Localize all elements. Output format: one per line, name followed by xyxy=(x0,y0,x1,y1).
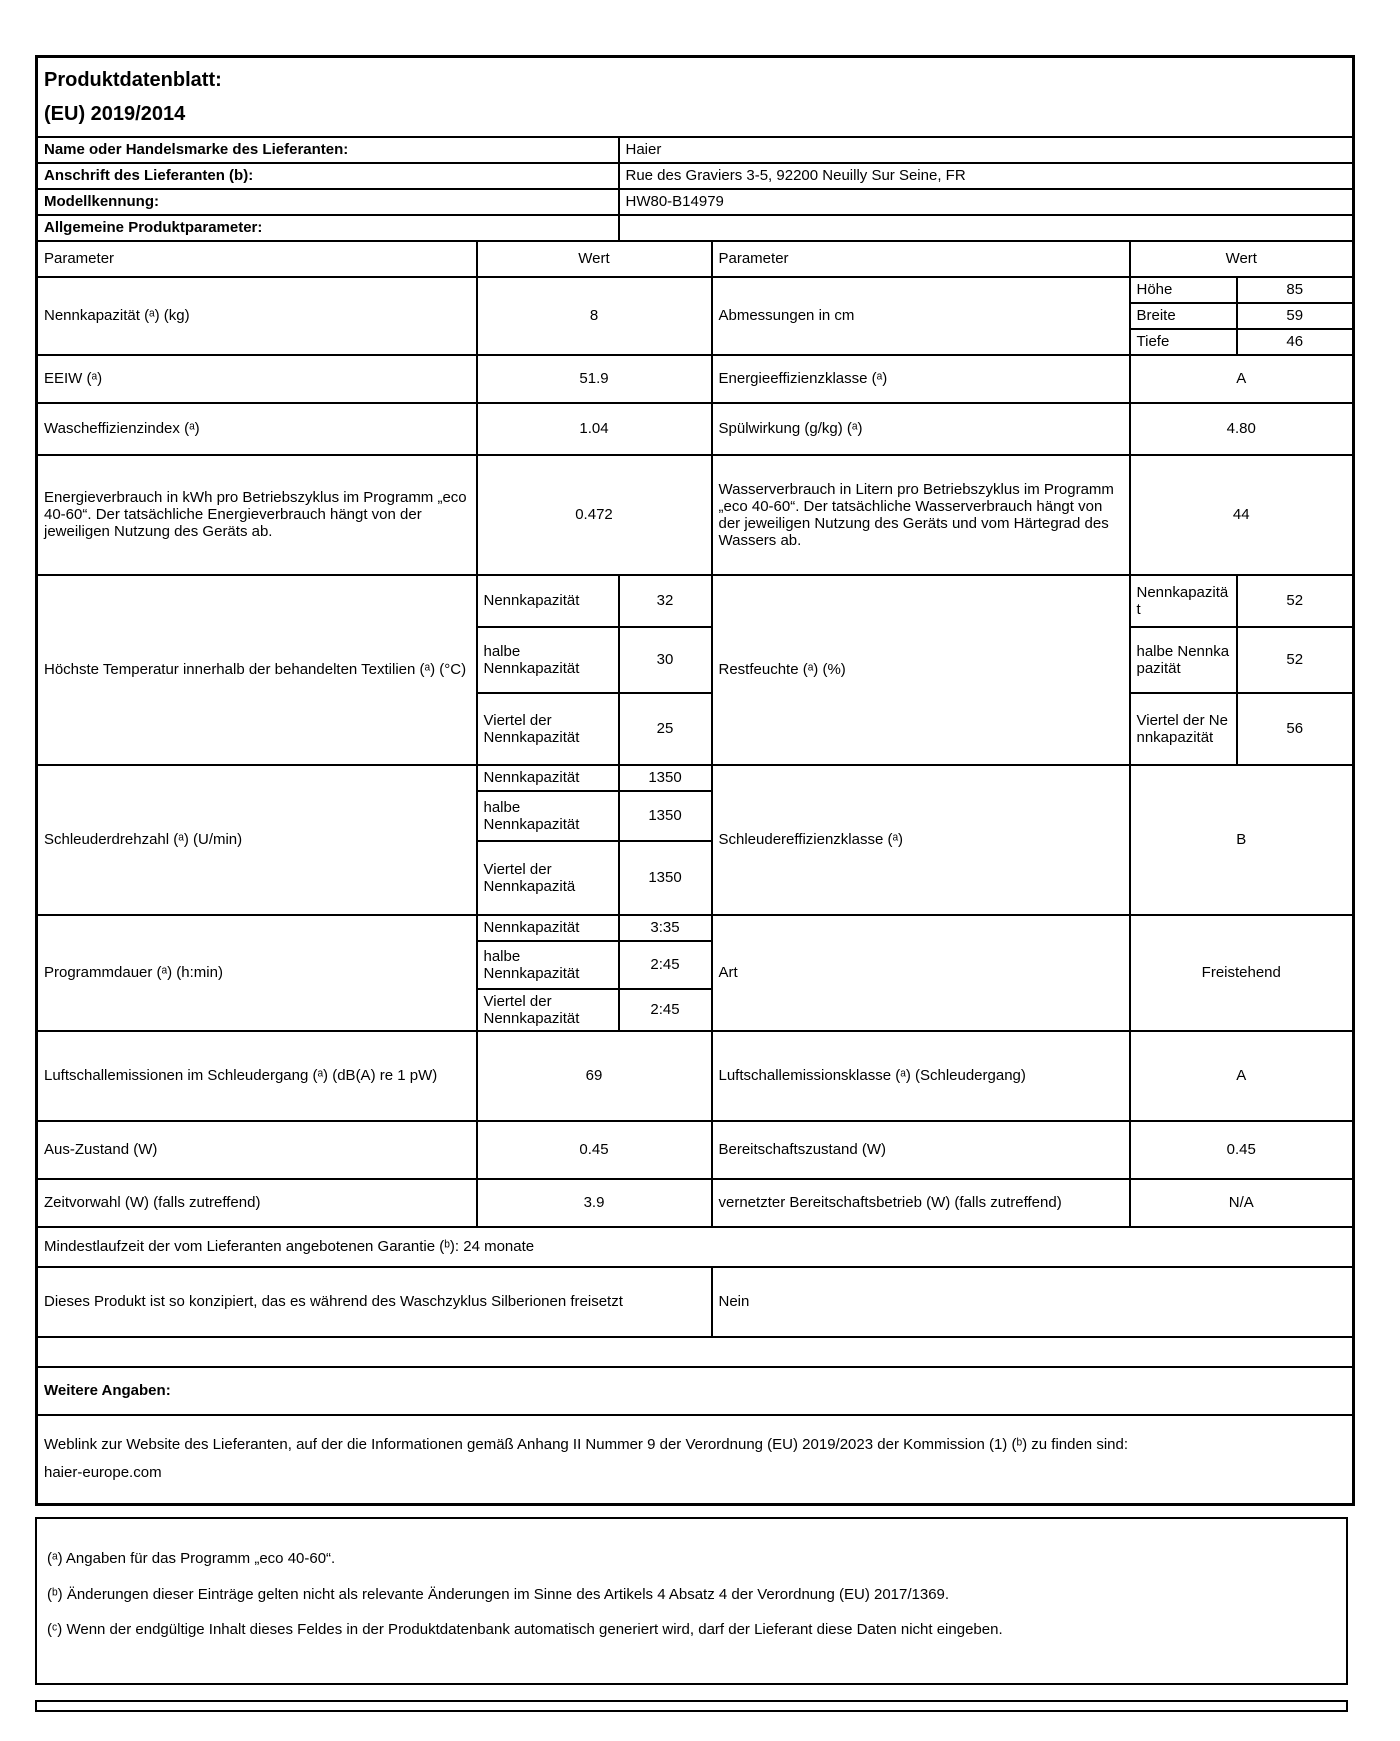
table-row xyxy=(37,1415,1354,1505)
more-info-header: Weitere Angaben: xyxy=(37,1367,1354,1415)
temp-sub-value-viertel: 25 xyxy=(619,693,712,765)
weblink-text: Weblink zur Website des Lieferanten, auf der die Informationen gemäß Anhang II Nummer 9 der Verordnung (EU) 2019/2023 der Kommission (1) (ᵇ) zu finden sind: xyxy=(44,1435,1129,1453)
table-row xyxy=(37,575,1354,627)
param-label-art: Art xyxy=(712,915,1130,1031)
table-row xyxy=(37,1367,1354,1415)
param-label-aus-zustand: Aus-Zustand (W) xyxy=(37,1121,477,1179)
moisture-sub-label-nennkapazitaet: Nennkapazität xyxy=(1130,575,1237,627)
temp-sub-label-halbe: halbe Nennkapazität xyxy=(477,627,619,693)
dimension-value-tiefe: 46 xyxy=(1237,329,1354,355)
bottom-empty-row xyxy=(35,1700,1348,1712)
table-row xyxy=(37,277,1354,303)
silver-ions-value: Nein xyxy=(712,1267,1354,1337)
silver-ions-label: Dieses Produkt ist so konzipiert, das es während des Waschzyklus Silberionen freisetzt xyxy=(37,1267,712,1337)
param-label-spuelwirkung: Spülwirkung (g/kg) (ᵃ) xyxy=(712,403,1130,455)
param-label-programmdauer: Programmdauer (ᵃ) (h:min) xyxy=(37,915,477,1031)
param-value-wascheffizienzindex: 1.04 xyxy=(477,403,712,455)
duration-sub-value-halbe: 2:45 xyxy=(619,941,712,989)
duration-sub-label-nennkapazitaet: Nennkapazität xyxy=(477,915,619,941)
moisture-sub-value-viertel: 56 xyxy=(1237,693,1354,765)
supplier-address-label: Anschrift des Lieferanten (b): xyxy=(37,163,619,189)
table-row xyxy=(37,915,1354,941)
param-value-schleudereffizienzklasse: B xyxy=(1130,765,1354,915)
dimension-label-breite: Breite xyxy=(1130,303,1237,329)
spin-sub-value-nennkapazitaet: 1350 xyxy=(619,765,712,791)
supplier-address-value: Rue des Graviers 3-5, 92200 Neuilly Sur Seine, FR xyxy=(619,163,1354,189)
duration-sub-label-viertel: Viertel der Nennkapazität xyxy=(477,989,619,1031)
moisture-sub-value-nennkapazitaet: 52 xyxy=(1237,575,1354,627)
param-value-vernetzter-bereitschaftsbetrieb: N/A xyxy=(1130,1179,1354,1227)
spin-sub-label-viertel: Viertel der Nennkapazitä xyxy=(477,841,619,915)
table-row xyxy=(37,189,1354,215)
spin-sub-value-halbe: 1350 xyxy=(619,791,712,841)
model-id-label: Modellkennung: xyxy=(37,189,619,215)
product-data-table xyxy=(35,55,1355,1506)
table-row xyxy=(37,765,1354,791)
column-header-parameter-left: Parameter xyxy=(37,241,477,277)
duration-sub-value-nennkapazitaet: 3:35 xyxy=(619,915,712,941)
spin-sub-label-halbe: halbe Nennkapazität xyxy=(477,791,619,841)
supplier-name-value: Haier xyxy=(619,137,1354,163)
moisture-sub-label-halbe: halbe Nennkapazität xyxy=(1130,627,1237,693)
dimension-value-hoehe: 85 xyxy=(1237,277,1354,303)
dimension-label-hoehe: Höhe xyxy=(1130,277,1237,303)
param-label-wasserverbrauch: Wasserverbrauch in Litern pro Betriebszyklus im Programm „eco 40-60“. Der tatsächliche Wasserverbrauch hängt von der jeweiligen Nutzung des Geräts und vom Härtegrad des Wassers ab. xyxy=(712,455,1130,575)
param-label-energieeffizienzklasse: Energieeffizienzklasse (ᵃ) xyxy=(712,355,1130,403)
param-label-vernetzter-bereitschaftsbetrieb: vernetzter Bereitschaftsbetrieb (W) (falls zutreffend) xyxy=(712,1179,1130,1227)
table-row xyxy=(37,57,1354,137)
table-row xyxy=(37,137,1354,163)
param-value-luftschallemissionsklasse: A xyxy=(1130,1031,1354,1121)
param-label-schleudereffizienzklasse: Schleudereffizienzklasse (ᵃ) xyxy=(712,765,1130,915)
param-label-bereitschaftszustand: Bereitschaftszustand (W) xyxy=(712,1121,1130,1179)
param-label-schleuderdrehzahl: Schleuderdrehzahl (ᵃ) (U/min) xyxy=(37,765,477,915)
param-value-energieverbrauch: 0.472 xyxy=(477,455,712,575)
supplier-name-label: Name oder Handelsmarke des Lieferanten: xyxy=(37,137,619,163)
param-value-nennkapazitaet: 8 xyxy=(477,277,712,355)
moisture-sub-value-halbe: 52 xyxy=(1237,627,1354,693)
footnote-c: (ᶜ) Wenn der endgültige Inhalt dieses Feldes in der Produktdatenbank automatisch generiert wird, darf der Lieferant diese Daten nicht eingeben. xyxy=(47,1621,1003,1638)
table-row xyxy=(37,1031,1354,1121)
table-row xyxy=(37,1121,1354,1179)
title-line-1: Produktdatenblatt: xyxy=(44,68,222,91)
param-label-luftschallemissionen: Luftschallemissionen im Schleudergang (ᵃ) (dB(A) re 1 pW) xyxy=(37,1031,477,1121)
column-header-value-right: Wert xyxy=(1130,241,1354,277)
param-label-luftschallemissionsklasse: Luftschallemissionsklasse (ᵃ) (Schleudergang) xyxy=(712,1031,1130,1121)
param-value-zeitvorwahl: 3.9 xyxy=(477,1179,712,1227)
temp-sub-value-nennkapazitaet: 32 xyxy=(619,575,712,627)
footnote-b: (ᵇ) Änderungen dieser Einträge gelten nicht als relevante Änderungen im Sinne des Artikels 4 Absatz 4 der Verordnung (EU) 2017/1369. xyxy=(47,1585,950,1603)
spin-sub-label-nennkapazitaet: Nennkapazität xyxy=(477,765,619,791)
param-value-bereitschaftszustand: 0.45 xyxy=(1130,1121,1354,1179)
title-line-2: (EU) 2019/2014 xyxy=(44,102,186,125)
model-id-value: HW80-B14979 xyxy=(619,189,1354,215)
param-value-eeiw: 51.9 xyxy=(477,355,712,403)
param-label-zeitvorwahl: Zeitvorwahl (W) (falls zutreffend) xyxy=(37,1179,477,1227)
table-row xyxy=(37,355,1354,403)
param-label-restfeuchte: Restfeuchte (ᵃ) (%) xyxy=(712,575,1130,765)
table-row xyxy=(37,403,1354,455)
table-row xyxy=(37,1179,1354,1227)
section-header: Allgemeine Produktparameter: xyxy=(37,215,619,241)
param-value-art: Freistehend xyxy=(1130,915,1354,1031)
column-header-parameter-right: Parameter xyxy=(712,241,1130,277)
param-label-wascheffizienzindex: Wascheffizienzindex (ᵃ) xyxy=(37,403,477,455)
temp-sub-label-viertel: Viertel der Nennkapazität xyxy=(477,693,619,765)
duration-sub-value-viertel: 2:45 xyxy=(619,989,712,1031)
param-value-spuelwirkung: 4.80 xyxy=(1130,403,1354,455)
footnotes-box xyxy=(35,1517,1348,1685)
weblink-url: haier-europe.com xyxy=(44,1464,162,1482)
guarantee-text: Mindestlaufzeit der vom Lieferanten angebotenen Garantie (ᵇ): 24 monate xyxy=(37,1227,1354,1267)
dimension-value-breite: 59 xyxy=(1237,303,1354,329)
section-header-empty-cell xyxy=(619,215,1354,241)
table-row xyxy=(37,215,1354,241)
table-row xyxy=(37,1337,1354,1367)
param-label-nennkapazitaet: Nennkapazität (ᵃ) (kg) xyxy=(37,277,477,355)
spin-sub-value-viertel: 1350 xyxy=(619,841,712,915)
param-label-energieverbrauch: Energieverbrauch in kWh pro Betriebszyklus im Programm „eco 40-60“. Der tatsächliche Energieverbrauch hängt von der jeweiligen Nutzung des Geräts ab. xyxy=(37,455,477,575)
empty-row-cell xyxy=(37,1337,1354,1367)
param-label-eeiw: EEIW (ᵃ) xyxy=(37,355,477,403)
duration-sub-label-halbe: halbe Nennkapazität xyxy=(477,941,619,989)
param-label-hoechste-temperatur: Höchste Temperatur innerhalb der behandelten Textilien (ᵃ) (°C) xyxy=(37,575,477,765)
table-row xyxy=(37,1227,1354,1267)
weblink-cell xyxy=(37,1415,1354,1505)
table-row xyxy=(37,241,1354,277)
param-value-energieeffizienzklasse: A xyxy=(1130,355,1354,403)
param-value-aus-zustand: 0.45 xyxy=(477,1121,712,1179)
param-value-wasserverbrauch: 44 xyxy=(1130,455,1354,575)
page-title xyxy=(37,57,1354,137)
moisture-sub-label-viertel: Viertel der Nennkapazität xyxy=(1130,693,1237,765)
table-row xyxy=(37,455,1354,575)
temp-sub-label-nennkapazitaet: Nennkapazität xyxy=(477,575,619,627)
temp-sub-value-halbe: 30 xyxy=(619,627,712,693)
param-label-abmessungen: Abmessungen in cm xyxy=(712,277,1130,355)
dimension-label-tiefe: Tiefe xyxy=(1130,329,1237,355)
column-header-value-left: Wert xyxy=(477,241,712,277)
table-row xyxy=(37,163,1354,189)
footnote-a: (ᵃ) Angaben für das Programm „eco 40-60“. xyxy=(47,1550,336,1567)
table-row xyxy=(37,1267,1354,1337)
param-value-luftschallemissionen: 69 xyxy=(477,1031,712,1121)
